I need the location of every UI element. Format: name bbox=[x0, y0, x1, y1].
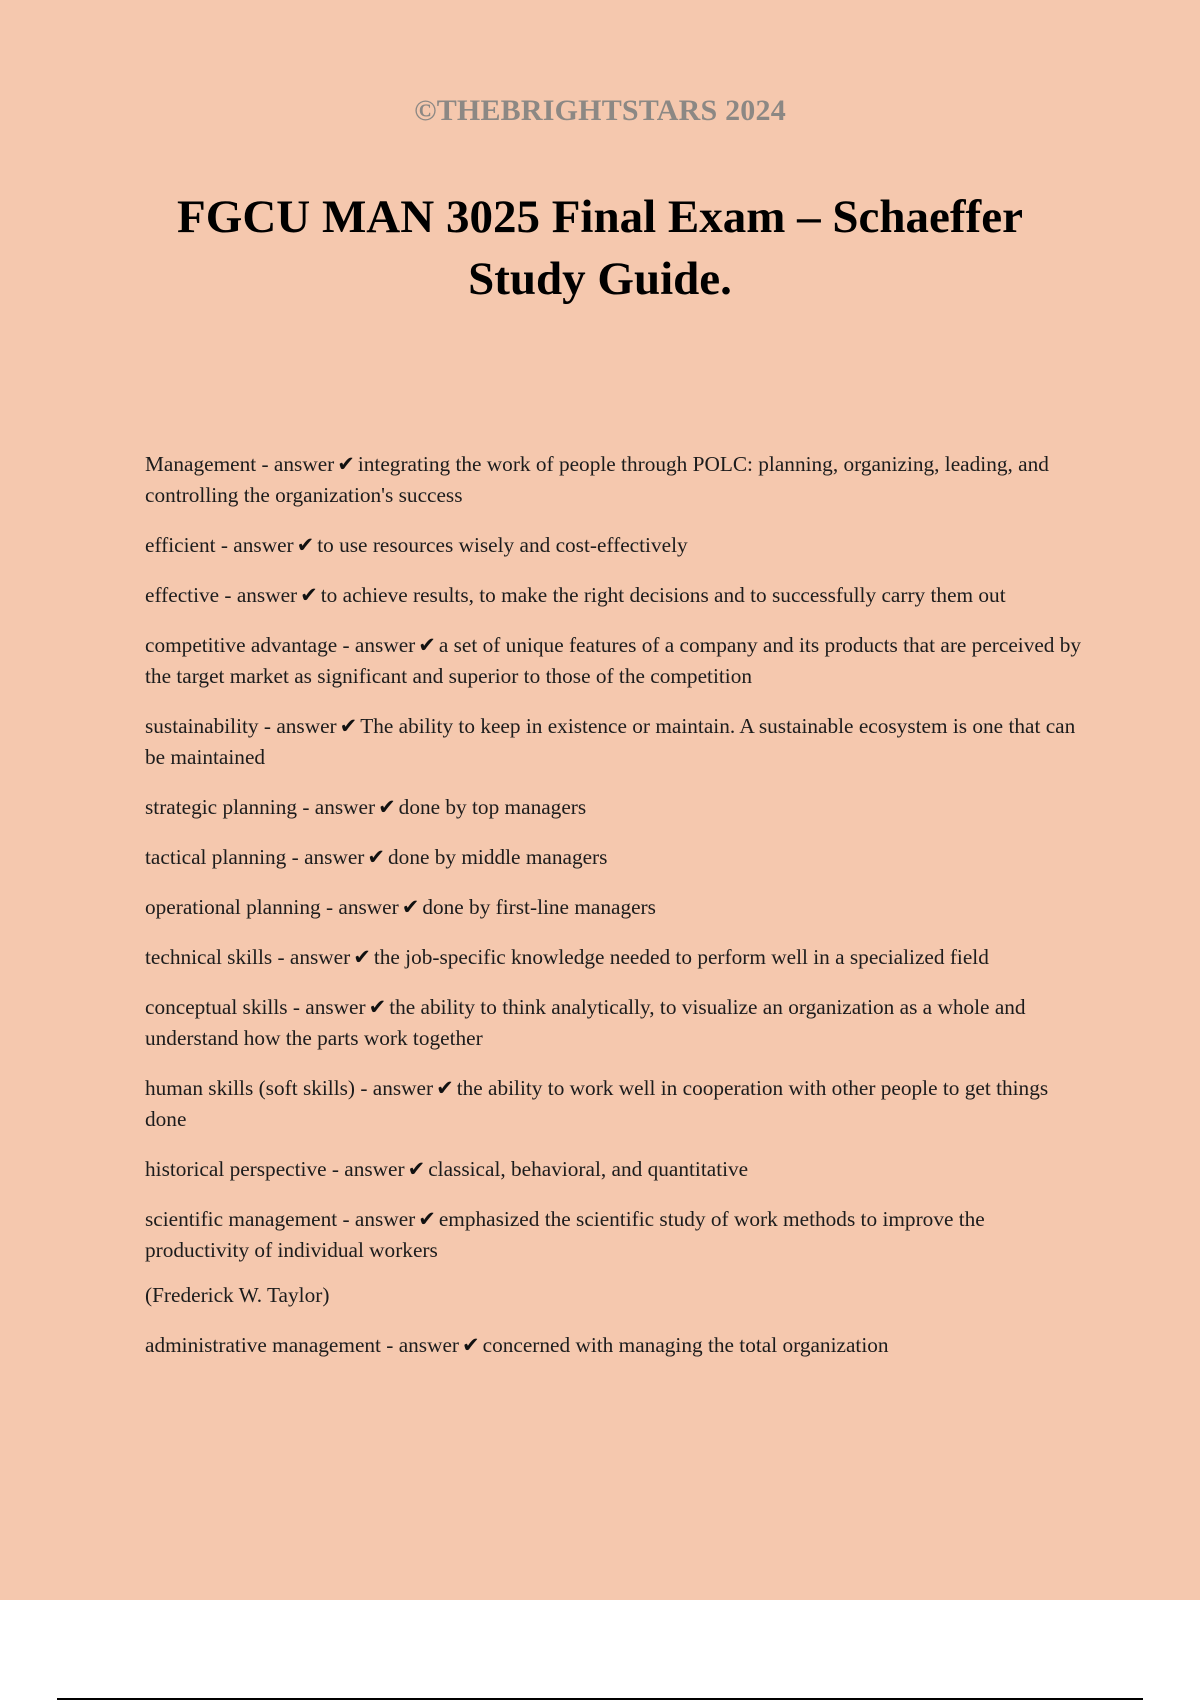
title-line-1: FGCU MAN 3025 Final Exam – Schaeffer bbox=[177, 191, 1023, 243]
checkmark-icon: ✔ bbox=[418, 1207, 436, 1231]
term: effective bbox=[145, 583, 220, 607]
term: administrative management bbox=[145, 1333, 381, 1357]
checkmark-icon: ✔ bbox=[296, 533, 315, 557]
flashcard-item bbox=[145, 942, 1090, 973]
answer-separator: - answer bbox=[215, 533, 294, 557]
flashcard-item bbox=[145, 449, 1090, 511]
document-title bbox=[100, 186, 1100, 310]
flashcard-item bbox=[145, 711, 1090, 773]
checkmark-icon: ✔ bbox=[401, 895, 420, 919]
answer-separator: - answer bbox=[256, 452, 335, 476]
checkmark-icon: ✔ bbox=[378, 795, 396, 819]
term: strategic planning bbox=[145, 795, 297, 819]
answer-text: concerned with managing the total organization bbox=[482, 1333, 889, 1357]
flashcard-item bbox=[145, 1154, 1090, 1185]
answer-separator: - answer bbox=[258, 714, 337, 738]
term: conceptual skills bbox=[145, 995, 288, 1019]
answer-text: done by top managers bbox=[398, 795, 587, 819]
answer-text: emphasized the scientific study of work methods to improve the productivity of individual workers bbox=[145, 1207, 985, 1262]
flashcard-item bbox=[145, 530, 1090, 561]
answer-separator: - answer bbox=[219, 583, 298, 607]
answer-separator: - answer bbox=[286, 845, 365, 869]
answer-text: to use resources wisely and cost-effectively bbox=[317, 533, 688, 557]
answer-text: a set of unique features of a company and its products that are perceived by the target market as significant and superior to those of the competition bbox=[145, 633, 1082, 688]
answer-text: classical, behavioral, and quantitative bbox=[428, 1157, 749, 1181]
answer-text: the ability to work well in cooperation with other people to get things done bbox=[145, 1076, 1049, 1131]
answer-text: the ability to think analytically, to visualize an organization as a whole and understand how the parts work together bbox=[145, 995, 1026, 1050]
term: Management bbox=[145, 452, 257, 476]
checkmark-icon: ✔ bbox=[462, 1333, 480, 1357]
answer-text: done by first-line managers bbox=[422, 895, 656, 919]
flashcard-item bbox=[145, 892, 1090, 923]
title-line-2: Study Guide. bbox=[468, 253, 732, 305]
checkmark-icon: ✔ bbox=[339, 714, 358, 738]
term: operational planning bbox=[145, 895, 321, 919]
answer-separator: - answer bbox=[355, 1076, 434, 1100]
flashcard-item bbox=[145, 1330, 1090, 1361]
answer-text: to achieve results, to make the right decisions and to successfully carry them out bbox=[320, 583, 1006, 607]
checkmark-icon: ✔ bbox=[436, 1076, 454, 1100]
answer-text: The ability to keep in existence or maintain. A sustainable ecosystem is one that can be maintained bbox=[145, 714, 1076, 769]
checkmark-icon: ✔ bbox=[407, 1157, 426, 1181]
checkmark-icon: ✔ bbox=[368, 995, 387, 1019]
term: scientific management bbox=[145, 1207, 338, 1231]
copyright-watermark: ©THEBRIGHTSTARS 2024 bbox=[414, 94, 786, 127]
term: sustainability bbox=[145, 714, 259, 738]
answer-separator: - answer bbox=[380, 1333, 460, 1357]
term: human skills (soft skills) bbox=[145, 1076, 356, 1100]
answer-separator: - answer bbox=[272, 945, 351, 969]
flashcard-item bbox=[145, 992, 1090, 1054]
checkmark-icon: ✔ bbox=[367, 845, 386, 869]
flashcard-item bbox=[145, 792, 1090, 823]
checkmark-icon: ✔ bbox=[353, 945, 371, 969]
flashcard-item bbox=[145, 580, 1090, 611]
answer-separator: - answer bbox=[287, 995, 366, 1019]
term: tactical planning bbox=[145, 845, 287, 869]
term: efficient bbox=[145, 533, 216, 557]
flashcard-item bbox=[145, 1204, 1090, 1266]
answer-text: done by middle managers bbox=[388, 845, 608, 869]
checkmark-icon: ✔ bbox=[300, 583, 318, 607]
term: technical skills bbox=[145, 945, 273, 969]
checkmark-icon: ✔ bbox=[418, 633, 436, 657]
answer-separator: - answer bbox=[337, 1207, 416, 1231]
answer-separator: - answer bbox=[326, 1157, 405, 1181]
attribution-note: (Frederick W. Taylor) bbox=[145, 1283, 330, 1307]
flashcard-item bbox=[145, 842, 1090, 873]
answer-text: the job-specific knowledge needed to perform well in a specialized field bbox=[373, 945, 989, 969]
checkmark-icon: ✔ bbox=[337, 452, 355, 476]
answer-text: integrating the work of people through POLC: planning, organizing, leading, and controlling the organization's success bbox=[145, 452, 1049, 507]
flashcard-list bbox=[145, 449, 1090, 1380]
flashcard-item bbox=[145, 630, 1090, 692]
term: competitive advantage bbox=[145, 633, 338, 657]
answer-separator: - answer bbox=[297, 795, 376, 819]
term: historical perspective bbox=[145, 1157, 327, 1181]
answer-separator: - answer bbox=[337, 633, 416, 657]
flashcard-item bbox=[145, 1073, 1090, 1135]
answer-separator: - answer bbox=[320, 895, 399, 919]
